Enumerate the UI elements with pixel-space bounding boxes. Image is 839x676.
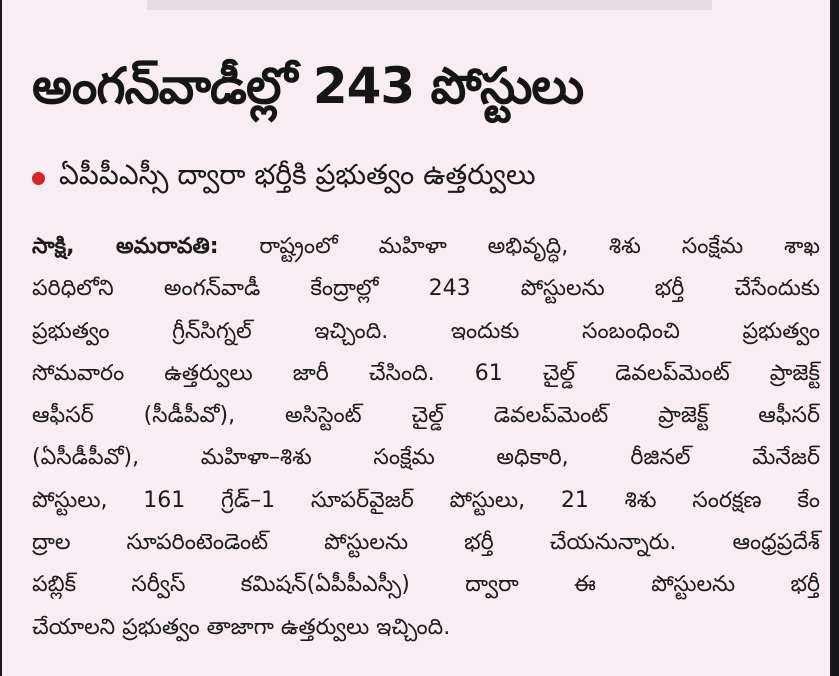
- article-line: సోమవారం ఉత్తర్వులు జారీ చేసింది. 61 చైల్డ్ డెవలప్‌మెంట్ ప్రాజెక్ట్: [32, 360, 820, 386]
- article-line: ఆఫీసర్ (సీడీపీవో), అసిస్టెంట్ చైల్డ్ డెవలప్‌మెంట్ ప్రాజెక్ట్ ఆఫీసర్: [32, 403, 820, 429]
- subheading-row: [32, 152, 536, 204]
- article-line: [32, 226, 820, 268]
- article-line: (ఏసీడీపీవో), మహిళా–శిశు సంక్షేమ అధికారి, రీజినల్ మేనేజర్: [32, 445, 820, 471]
- newspaper-clipping: [2, 0, 830, 676]
- article-body: [32, 226, 820, 649]
- article-line: పోస్టులు, 161 గ్రేడ్–1 సూపర్‌వైజర్ పోస్టులు, 21 శిశు సంరక్షణ కేం: [32, 487, 820, 513]
- subheading: ఏపీపీఎస్సీ ద్వారా భర్తీకి ప్రభుత్వం ఉత్తర్వులు: [59, 158, 536, 191]
- article-line-text: రాష్ట్రంలో మహిళా అభివృద్ధి, శిశు సంక్షేమ శాఖ: [259, 234, 820, 259]
- top-edge-strip: [147, 0, 712, 10]
- red-bullet-icon: [32, 172, 45, 185]
- dateline: సాక్షి, అమరావతి:: [32, 234, 219, 259]
- article-line: పరిధిలోని అంగన్‌వాడీ కేంద్రాల్లో 243 పోస్టులను భర్తీ చేసేందుకు: [32, 276, 820, 302]
- article-line: ద్రాల సూపరింటెండెంట్ పోస్టులను భర్తీ చేయనున్నారు. ఆంధ్రప్రదేశ్: [32, 530, 820, 556]
- article-line: పబ్లిక్ సర్వీస్ కమిషన్(ఏపీపీఎస్సీ) ద్వారా ఈ పోస్టులను భర్తీ: [32, 572, 820, 598]
- article-line: ప్రభుత్వం గ్రీన్‌సిగ్నల్ ఇచ్చింది. ఇందుకు సంబంధించి ప్రభుత్వం: [32, 318, 820, 344]
- article-line: చేయాలని ప్రభుత్వం తాజాగా ఉత్తర్వులు ఇచ్చింది.: [32, 614, 451, 640]
- headline: అంగన్‌వాడీల్లో 243 పోస్టులు: [32, 57, 584, 115]
